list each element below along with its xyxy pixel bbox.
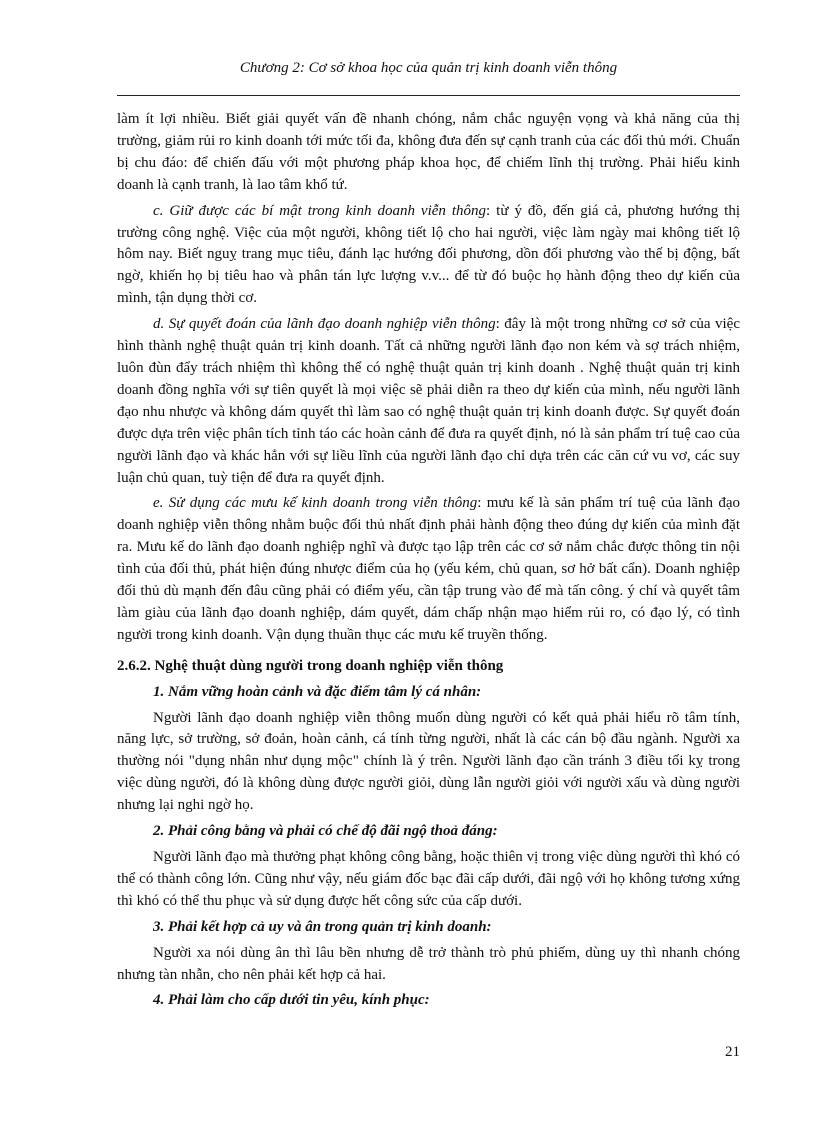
paragraph-text: làm ít lợi nhiều. Biết giải quyết vấn đề nhanh chóng, nắm chắc nguyện vọng và khả năng của thị trường, giảm rủi ro kinh doanh tới mức tối đa, không đưa đến sự cạnh tranh của các đối thủ mới. Chuẩn bị chu đáo: để chiến đấu với một phương pháp khoa học, để chiếm lĩnh thị trường. Phải hiểu kinh doanh là cạnh tranh, là lao tâm khổ tứ. <box>117 111 740 193</box>
sub-heading: 2. Phải công bằng và phải có chế độ đãi ngộ thoả đáng: <box>153 823 498 840</box>
paragraph <box>117 314 740 489</box>
page-number: 21 <box>725 1044 740 1060</box>
paragraph-text: : mưu kế là sản phẩm trí tuệ của lãnh đạo doanh nghiệp viễn thông nhằm buộc đối thủ nhất định phải hành động theo đúng dự kiến của mình đặt ra. Mưu kế do lãnh đạo doanh nghiệp nghĩ và được tạo lập trên các cơ sở nắm chắc được thông tin nội tình của đối thủ, phát hiện đúng nhược điểm của họ (yếu kém, chủ quan, sơ hở bất cẩn). Doanh nghiệp đối thủ dù mạnh đến đâu cũng phải có điểm yếu, cần tập trung vào để mà tấn công. ý chí và quyết tâm làm giàu của lãnh đạo doanh nghiệp, dám quyết, dám chấp nhận mạo hiểm rủi ro, có đạo lý, có tình người trong kinh doanh. Vận dụng thuần thục các mưu kế truyền thống. <box>117 495 740 643</box>
header-rule <box>117 95 740 96</box>
paragraph-lead: d. Sự quyết đoán của lãnh đạo doanh nghiệp viễn thông <box>153 316 496 333</box>
sub-heading: 1. Nắm vững hoàn cảnh và đặc điểm tâm lý cá nhân: <box>153 683 482 700</box>
running-header: Chương 2: Cơ sở khoa học của quản trị kinh doanh viễn thông <box>239 60 618 76</box>
paragraph <box>117 493 740 646</box>
paragraph: Người lãnh đạo doanh nghiệp viễn thông muốn dùng người có kết quả phải hiểu rõ tâm tính, năng lực, sở trường, sở đoản, hoàn cảnh, cá tính từng người, nhất là các cán bộ đầu ngành. Người xa thường nói "dụng nhân như dụng mộc" chính là ý trên. Người lãnh đạo cần tránh 3 điều tối kỵ trong việc dùng người, đó là không dùng được người giỏi, dùng lẫn người giỏi với người xấu và dùng người nhưng lại nghi ngờ họ. <box>117 709 740 814</box>
sub-heading: 3. Phải kết hợp cả uy và ân trong quản trị kinh doanh: <box>153 918 492 935</box>
paragraph-text: : đây là một trong những cơ sở của việc hình thành nghệ thuật quản trị kinh doanh. Tất cả những người lãnh đạo non kém và sợ trách nhiệm, luôn đùn đẩy trách nhiệm thì không thể có nghệ thuật quản trị kinh doanh . Nghệ thuật quản trị kinh doanh đồng nghĩa với sự tiên quyết là mọi việc sẽ phải diễn ra theo dự kiến của mình, nếu người lãnh đạo nhu nhược và không dám quyết thì làm sao có nghệ thuật quản trị kinh doanh được. Sự quyết đoán được dựa trên việc phân tích tỉnh táo các hoàn cảnh để đưa ra quyết định, nó là sản phẩm trí tuệ cao của người lãnh đạo và khác hẳn với sự liều lĩnh của người lãnh đạo chỉ dựa trên các căn cứ vu vơ, các suy luận chủ quan, tuỳ tiện để đưa ra quyết định. <box>117 316 741 486</box>
sub-heading: 4. Phải làm cho cấp dưới tin yêu, kính phục: <box>153 992 430 1009</box>
paragraph <box>117 109 740 197</box>
section-heading: 2.6.2. Nghệ thuật dùng người trong doanh nghiệp viễn thông <box>117 657 504 674</box>
paragraph-text: : từ ý đồ, đến giá cả, phương hướng thị trường công nghệ. Việc của một người, không tiết lộ cho hai người, việc làm ngày mai không tiết lộ hôm nay. Biết nguỵ trang mục tiêu, đánh lạc hướng đối phương, dồn đối phương vào thế bị động, bất ngờ, khiến họ bị tiêu hao và phân tán lực lượng v.v... để từ đó buộc họ hành động theo dự kiến của mình, tận dụng thời cơ. <box>117 202 740 307</box>
page-body <box>117 109 740 1012</box>
paragraph-lead: e. Sử dụng các mưu kế kinh doanh trong viễn thông <box>153 495 478 512</box>
paragraph: Người xa nói dùng ân thì lâu bền nhưng dễ trở thành trò phủ phiếm, dùng uy thì nhanh chóng nhưng tàn nhẫn, cho nên phải kết hợp cả hai. <box>117 944 740 983</box>
paragraph <box>117 201 740 311</box>
paragraph-lead: c. Giữ được các bí mật trong kinh doanh viễn thông <box>153 202 487 219</box>
paragraph: Người lãnh đạo mà thưởng phạt không công bằng, hoặc thiên vị trong việc dùng người thì khó có thể có thành công lớn. Cũng như vậy, nếu giám đốc bạc đãi cấp dưới, đãi ngộ với họ không tương xứng thì khó có thể thu phục và sử dụng được hết công sức của cấp dưới. <box>117 849 740 909</box>
